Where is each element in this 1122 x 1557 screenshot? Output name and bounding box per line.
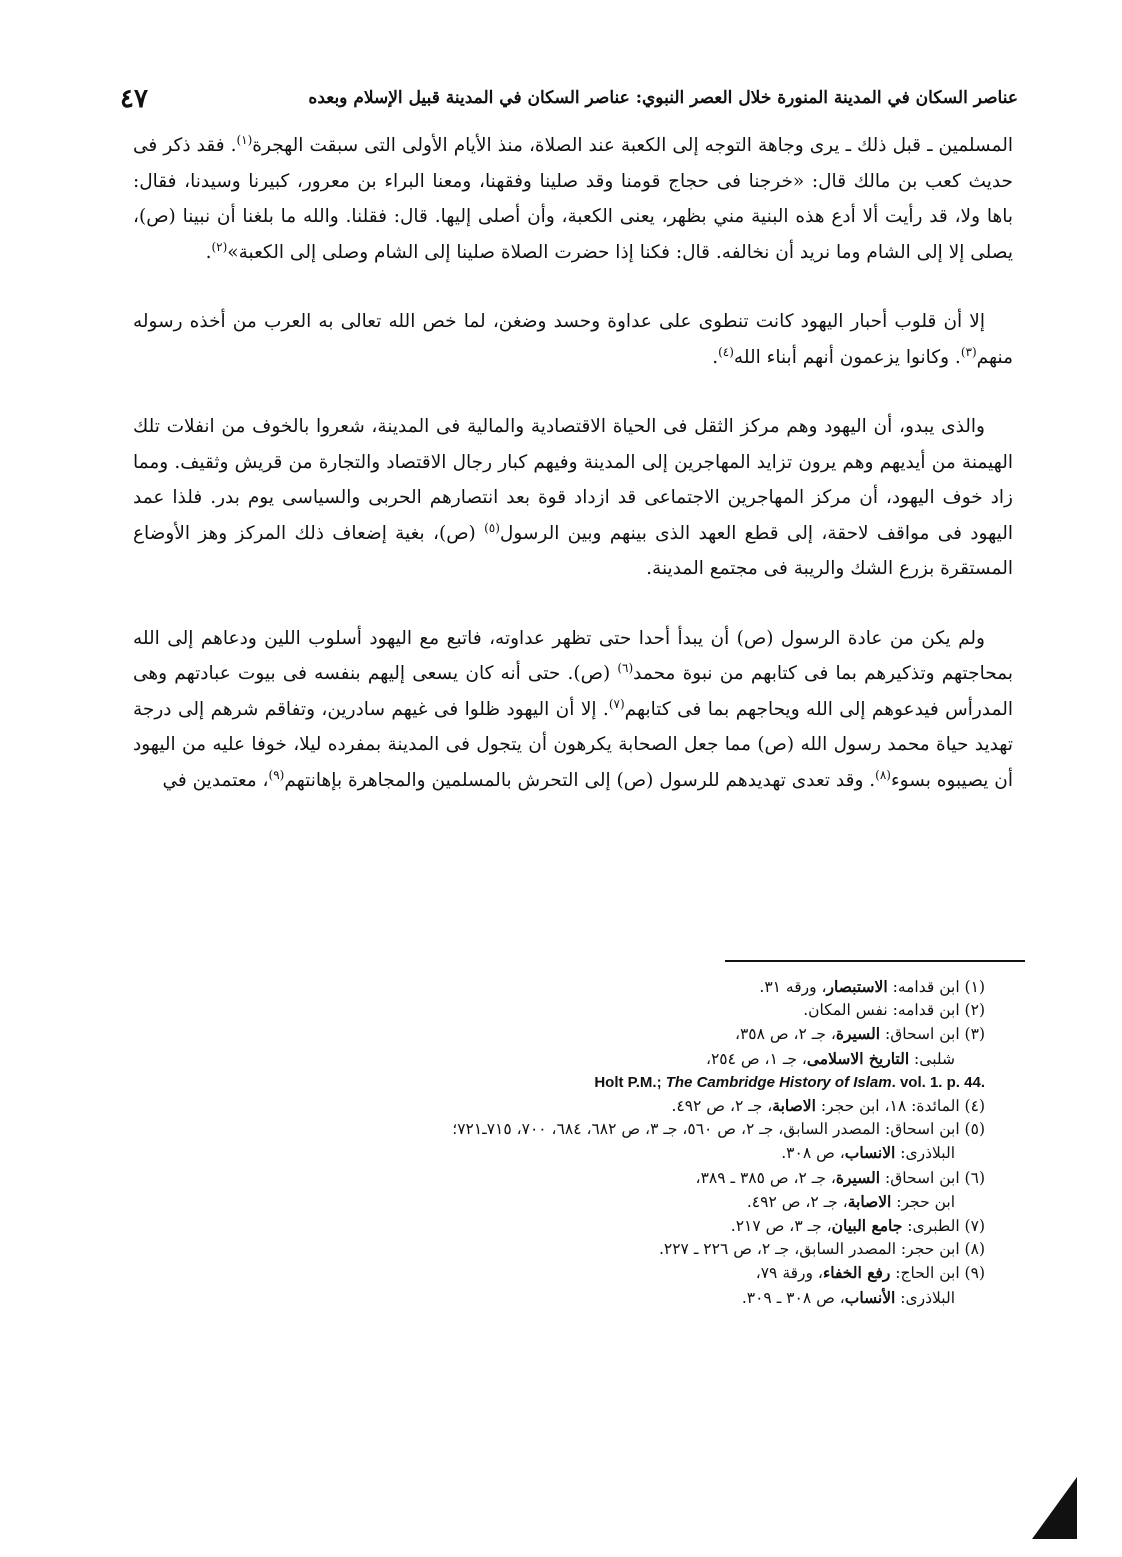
page-number: ٤٧ [120, 84, 148, 114]
footnote [115, 1022, 985, 1046]
text-run: ، جـ ٢، ص ٤٩٢. [746, 1192, 848, 1211]
footnote-ref: (٤) [718, 344, 734, 359]
body-text [133, 128, 1013, 832]
text-run: ، ص ٣٠٨ ـ ٣٠٩. [741, 1288, 845, 1307]
text-run: . [712, 346, 719, 368]
text-run: ، ص ٣٠٨. [781, 1144, 845, 1163]
footnote-ref: (٥) [484, 520, 500, 535]
footnote [115, 1166, 985, 1190]
source-title: السيرة [835, 1167, 881, 1187]
footnote-ref: (٩) [268, 767, 285, 782]
footnote-ref: (١) [236, 132, 253, 147]
text-run: البلاذرى: [895, 1288, 955, 1307]
footnote-ref: (٧) [608, 696, 625, 711]
text-run: ، جـ ١، ص ٢٥٤، [705, 1049, 807, 1068]
footnote-ref: (٦) [617, 660, 634, 675]
text-run: (ص). حتى أنه كان يسعى إليهم بنفسه فى بيوت عبادتهم وهى المدرأس فيدعوهم إلى الله ويحاجهم بما فى كتابهم [133, 663, 1013, 720]
footnote-continuation [115, 1286, 985, 1310]
footnote-ref: (٢) [211, 239, 228, 254]
text-run: ابن حجر: [891, 1192, 955, 1211]
text-run: . وكانوا يزعمون أنهم أبناء الله [733, 346, 961, 368]
footnote-continuation [115, 1141, 985, 1165]
text-run: . وقد تعدى تهديدهم للرسول (ص) إلى التحرش بالمسلمين والمجاهرة بإهانتهم [284, 769, 876, 791]
paragraph [133, 409, 1013, 587]
source-title: رفع الخفاء [822, 1263, 891, 1283]
text-run: (ص)، بغية إضعاف ذلك المركز وهز الأوضاع المستقرة بزرع الشك والريبة فى مجتمع المدينة. [133, 522, 1013, 579]
text-run: البلاذرى: [895, 1144, 955, 1163]
text-run: ، جـ ٢، ص ٣٥٨، [734, 1025, 836, 1044]
footnote [115, 1118, 985, 1141]
source-title: الانساب [844, 1143, 896, 1163]
text-run: (٦) ابن اسحاق: [880, 1168, 985, 1187]
text-run: (٨) ابن حجر: المصدر السابق، جـ ٢، ص ٢٢٦ ـ ٢٢٧. [658, 1240, 985, 1259]
text-run: ولم يكن من عادة الرسول (ص) أن يبدأ أحدا حتى تظهر عداوته، فاتبع مع اليهود أسلوب اللين ودعاهم إلى الله بمحاجتهم وتذكيرهم بما فى كتابهم من نبوة محمد [133, 627, 1013, 684]
footnote [115, 1071, 985, 1094]
text-run: (١) ابن قدامه: [887, 978, 985, 996]
source-title: الأنساب [844, 1287, 896, 1307]
paragraph [133, 128, 1013, 270]
text-run: . vol. 1. p. 44. [891, 1073, 985, 1091]
text-run: . فقد ذكر فى حديث كعب بن مالك قال: «خرجنا فى حجاج قومنا وقد صلينا وفقهنا، ومعنا البراء بن معرور، كبيرنا وسيدنا، فقال: باها ولا، قد رأيت ألا أدع هذه البنية مني بظهر، يعنى الكعبة، وأن أصلى إليها. قال: فقلنا. والله ما بلغنا أن نبينا (ص)، يصلى إلا إلى الشام وما نريد أن نخالفه. قال: فكنا إذا حضرت الصلاة صلينا إلى الشام وصلى إلى الكعبة» [133, 135, 1013, 263]
source-title: الاصابة [772, 1096, 816, 1116]
text-run: (٢) ابن قدامه: نفس المكان. [803, 1001, 985, 1020]
footnote-continuation [115, 1190, 985, 1214]
corner-triangle-mark [1032, 1477, 1077, 1539]
text-run: (٤) المائدة: ١٨، ابن حجر: [815, 1097, 985, 1116]
text-run: ، جـ ٣، ص ٢١٧. [730, 1217, 832, 1236]
source-title: الاستبصار [826, 977, 888, 996]
footnote-separator [725, 960, 1025, 962]
text-run: (٩) ابن الحاج: [890, 1264, 985, 1283]
footnote [115, 1094, 985, 1118]
source-title: The Cambridge History of Islam [665, 1073, 892, 1091]
text-run: والذى يبدو، أن اليهود وهم مركز الثقل فى الحياة الاقتصادية والمالية فى المدينة، شعروا بالخوف من انفلات تلك الهيمنة من أيديهم وهم يرون تزايد المهاجرين إلى المدينة وفيهم كبار رجال الاقتصاد والتجارة من قريش وثقيف. ومما زاد خوف اليهود، أن مركز المهاجرين الاجتماعى قد ازداد قوة بعد انتصارهم الحربى والسياسى يوم بدر. فلذا عمد اليهود فى مواقف لاحقة، إلى قطع العهد الذى بينهم وبين الرسول [133, 416, 1013, 544]
text-run: ، ورقة ٧٩، [755, 1264, 823, 1283]
text-run: ، جـ ٢، ص ٣٨٥ ـ ٣٨٩، [695, 1168, 836, 1187]
source-title: التاريخ الاسلامى [806, 1048, 910, 1068]
footnote [115, 1261, 985, 1285]
running-header [120, 84, 1030, 122]
text-run: المسلمين ـ قبل ذلك ـ يرى وجاهة التوجه إلى الكعبة عند الصلاة، منذ الأيام الأولى التى سبقت الهجرة [252, 135, 1013, 156]
text-run: إلا أن قلوب أحبار اليهود كانت تنطوى على عداوة وحسد وضغن، لما خص الله تعالى به العرب من أخذه رسوله منهم [133, 311, 1013, 368]
text-run: (٧) الطبرى: [902, 1217, 985, 1236]
footnote-ref: (٣) [960, 344, 977, 359]
text-run: (٥) ابن اسحاق: المصدر السابق، جـ ٢، ص ٥٦٠، جـ ٣، ص ٦٨٢، ٦٨٤، ٧٠٠، ٧١٥ـ٧٢١؛ [452, 1120, 985, 1139]
text-run: ، ورقه ٣١. [759, 978, 827, 996]
text-run: ، جـ ٢، ص ٤٩٢. [671, 1097, 773, 1116]
text-run: (٣) ابن اسحاق: [880, 1025, 985, 1044]
paragraph [133, 621, 1013, 799]
footnote [115, 999, 985, 1022]
footnote-ref: (٨) [875, 767, 891, 782]
footnotes [115, 975, 985, 1310]
text-run: Holt P.M.; [594, 1073, 666, 1091]
text-run: . [205, 241, 212, 263]
paragraph [133, 304, 1013, 375]
text-run: . إلا أن اليهود ظلوا فى غيهم سادرين، وتفاقم شرهم إلى درجة تهديد حياة محمد رسول الله (ص) مما جعل الصحابة يكرهون أن يتجول فى المدينة بمفرده ليلا، خوفا عليه من اليهود أن يصيبوه بسوء [133, 698, 1013, 791]
source-title: جامع البيان [831, 1216, 903, 1236]
footnote [115, 975, 985, 999]
text-run: شلبى: [909, 1049, 955, 1068]
footnote [115, 1214, 985, 1238]
running-header-title: عناصر السكان في المدينة المنورة خلال العصر النبوي: عناصر السكان في المدينة قبيل الإسلام وبعده [308, 88, 1018, 108]
source-title: الاصابة [847, 1191, 892, 1211]
text-run: ، معتمدين في [162, 769, 269, 791]
footnote [115, 1238, 985, 1261]
footnote-continuation [115, 1047, 985, 1071]
source-title: السيرة [835, 1024, 881, 1044]
